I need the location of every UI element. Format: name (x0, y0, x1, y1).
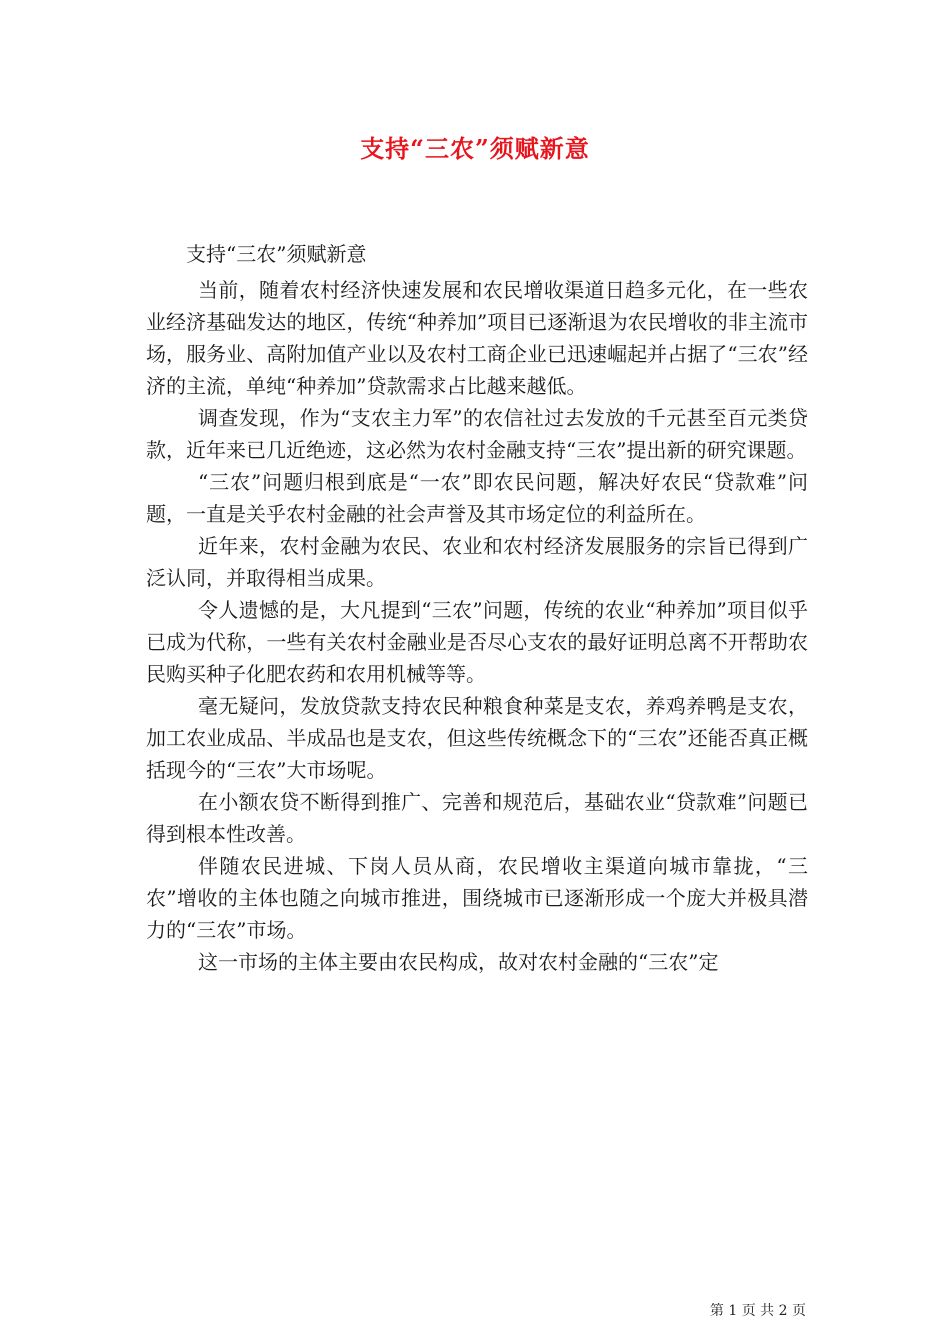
paragraph-2: 调查发现，作为“支农主力军”的农信社过去发放的千元甚至百元类贷款，近年来已几近绝迹，这必然为农村金融支持“三农”提出新的研究课题。 (146, 406, 808, 462)
paragraph-5: 令人遗憾的是，大凡提到“三农”问题，传统的农业“种养加”项目似乎已成为代称，一些有关农村金融业是否尽心支农的最好证明总离不开帮助农民购买种子化肥农药和农用机械等等。 (146, 598, 808, 686)
document-body (146, 238, 808, 978)
document-title: 支持“三农”须赋新意 (360, 134, 590, 163)
paragraph-3: “三农”问题归根到底是“一农”即农民问题，解决好农民“贷款难”问题，一直是关乎农村金融的社会声誉及其市场定位的利益所在。 (146, 470, 808, 526)
paragraph-7: 在小额农贷不断得到推广、完善和规范后，基础农业“贷款难”问题已得到根本性改善。 (146, 790, 808, 846)
page-number: 第 1 页 共 2 页 (709, 1303, 806, 1319)
paragraph-4: 近年来，农村金融为农民、农业和农村经济发展服务的宗旨已得到广泛认同，并取得相当成果。 (146, 534, 808, 590)
paragraph-9: 这一市场的主体主要由农民构成，故对农村金融的“三农”定 (198, 950, 719, 974)
paragraph-8: 伴随农民进城、下岗人员从商，农民增收主渠道向城市靠拢，“三农”增收的主体也随之向城市推进，围绕城市已逐渐形成一个庞大并极具潜力的“三农”市场。 (146, 854, 808, 942)
document-subtitle: 支持“三农”须赋新意 (186, 242, 367, 266)
paragraph-1: 当前，随着农村经济快速发展和农民增收渠道日趋多元化，在一些农业经济基础发达的地区，传统“种养加”项目已逐渐退为农民增收的非主流市场，服务业、高附加值产业以及农村工商企业已迅速崛起并占据了“三农”经济的主流，单纯“种养加”贷款需求占比越来越低。 (146, 278, 808, 398)
paragraph-6: 毫无疑问，发放贷款支持农民种粮食种菜是支农，养鸡养鸭是支农，加工农业成品、半成品也是支农，但这些传统概念下的“三农”还能否真正概括现今的“三农”大市场呢。 (146, 694, 808, 782)
